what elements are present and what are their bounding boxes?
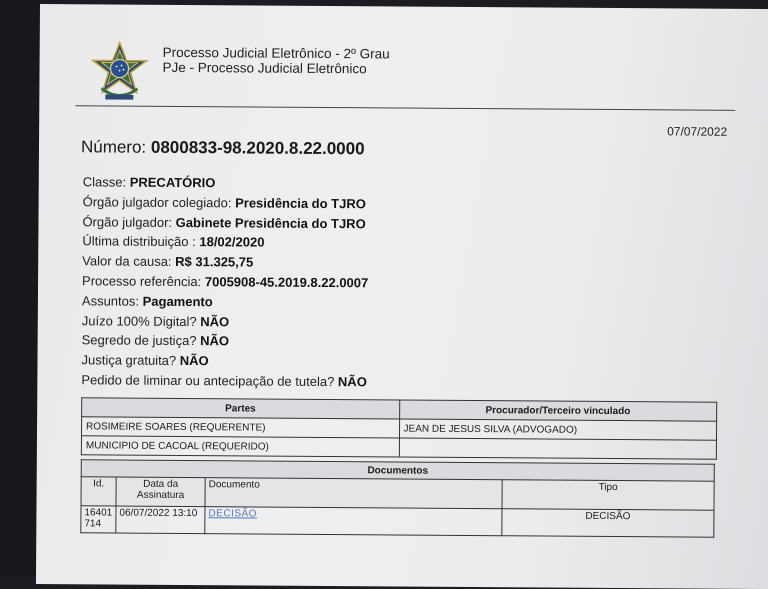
- procurador-cell: [399, 438, 717, 459]
- table-row: [81, 506, 714, 537]
- id-header: Id.: [81, 477, 116, 506]
- field-justica-gratuita: Justiça gratuita? NÃO: [81, 352, 209, 369]
- tipo-header: Tipo: [502, 480, 714, 510]
- field-orgao-julgador: Órgão julgador: Gabinete Presidência do TJRO: [82, 213, 366, 231]
- field-pedido-liminar: Pedido de liminar ou antecipação de tutela? NÃO: [81, 372, 367, 390]
- parte-cell: MUNICIPIO DE CACOAL (REQUERIDO): [81, 436, 399, 457]
- field-classe: Classe: PRECATÓRIO: [82, 174, 216, 191]
- partes-table: [81, 397, 717, 459]
- doc-id-cell: 16401714: [81, 506, 116, 533]
- process-number: [81, 137, 365, 159]
- process-number-label: Número:: [80, 137, 147, 157]
- procurador-header: Procurador/Terceiro vinculado: [399, 400, 717, 421]
- documentos-table: [80, 459, 715, 537]
- field-valor-causa: Valor da causa: R$ 31.325,75: [82, 253, 254, 270]
- field-ultima-distribuicao: Última distribuição : 18/02/2020: [82, 233, 265, 250]
- table-row: [81, 436, 716, 459]
- document-date: 07/07/2022: [667, 124, 728, 139]
- monitor-bezel: [0, 0, 40, 576]
- doc-tipo-cell: DECISÃO: [502, 509, 714, 537]
- process-number-value: 0800833-98.2020.8.22.0000: [150, 137, 365, 159]
- data-header: Data da Assinatura: [116, 477, 205, 507]
- field-orgao-colegiado: Órgão julgador colegiado: Presidência do TJRO: [82, 194, 366, 212]
- field-processo-referencia: Processo referência: 7005908-45.2019.8.22.0007: [82, 273, 369, 291]
- parte-cell: ROSIMEIRE SOARES (REQUERENTE): [81, 417, 399, 438]
- header-divider: [75, 105, 735, 111]
- header-subtitle: PJe - Processo Judicial Eletrônico: [162, 59, 367, 77]
- procurador-cell: JEAN DE JESUS SILVA (ADVOGADO): [399, 419, 717, 440]
- field-juizo-digital: Juízo 100% Digital? NÃO: [81, 312, 230, 329]
- brazil-coat-of-arms-icon: [89, 40, 149, 104]
- process-details: [81, 172, 369, 392]
- documento-header: Documento: [205, 478, 502, 509]
- documentos-title: Documentos: [81, 460, 714, 481]
- field-assuntos: Assuntos: Pagamento: [81, 293, 213, 309]
- header-title: Processo Judicial Eletrônico - 2º Grau: [162, 44, 390, 62]
- decisao-document-link[interactable]: DECISÃO: [208, 508, 257, 520]
- doc-date-cell: 06/07/2022 13:10: [116, 506, 205, 534]
- field-segredo-justica: Segredo de justiça? NÃO: [81, 332, 230, 349]
- document-page: [36, 4, 768, 589]
- partes-header: Partes: [82, 398, 400, 419]
